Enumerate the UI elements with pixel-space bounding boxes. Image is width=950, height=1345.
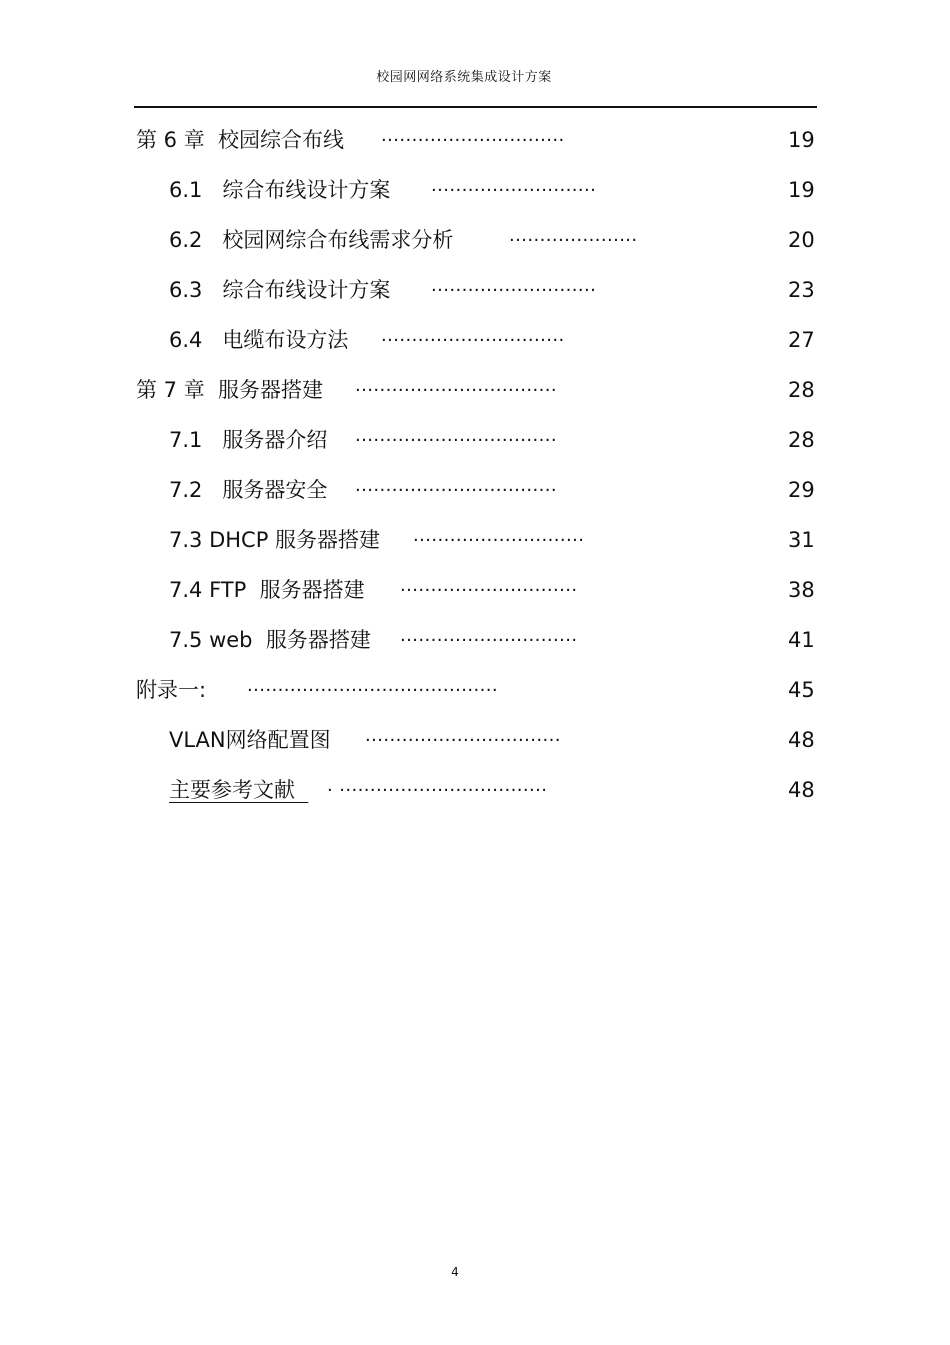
toc-page-number: 48 (788, 728, 815, 752)
toc-page-number: 20 (788, 228, 815, 252)
toc-page-number: 45 (788, 678, 815, 702)
toc-entry-label: 7.4 FTP 服务器搭建 (169, 578, 365, 602)
toc-entry-label: 6.1 综合布线设计方案 (169, 178, 391, 202)
toc-leader-dots: .............................. (381, 125, 565, 146)
toc-page-number: 41 (788, 628, 815, 652)
toc-leader-dots: ......................................... (247, 675, 498, 696)
toc-leader-dots: ................................. (355, 375, 558, 396)
toc-entry-label: 第 7 章 服务器搭建 (136, 378, 324, 402)
toc-page-number: 19 (788, 128, 815, 152)
toc-page-number: 38 (788, 578, 815, 602)
toc-entry-label: 主要参考文献 (169, 778, 309, 802)
toc-leader-dots: ..................... (509, 225, 638, 246)
toc-leader-dots: ................................ (365, 725, 561, 746)
toc-page-number: 28 (788, 428, 815, 452)
running-header-title: 校园网网络系统集成设计方案 (376, 70, 552, 85)
toc-leader-dots: ................................. (355, 475, 558, 496)
toc-entry-label: 6.2 校园网综合布线需求分析 (169, 228, 454, 252)
toc-entry-label: 第 6 章 校园综合布线 (136, 128, 345, 152)
toc-leader-dots: ........................... (431, 175, 597, 196)
toc-entry-chapter-6[interactable] (136, 118, 816, 162)
toc-entry-label: 7.2 服务器安全 (169, 478, 328, 502)
toc-entry-label: 6.4 电缆布设方法 (169, 328, 349, 352)
toc-page-number: 23 (788, 278, 815, 302)
toc-leader-dots: ............................. (400, 625, 578, 646)
toc-entry-6-1[interactable] (169, 168, 816, 212)
toc-page-number: 31 (788, 528, 815, 552)
toc-entry-label: 6.3 综合布线设计方案 (169, 278, 391, 302)
toc-page-number: 28 (788, 378, 815, 402)
toc-entry-6-4[interactable] (169, 318, 816, 362)
toc-leader-dots: ............................ (413, 525, 585, 546)
toc-entry-appendix-1[interactable] (136, 668, 816, 712)
toc-page-number: 19 (788, 178, 815, 202)
toc-leader-dots: ............................. (400, 575, 578, 596)
toc-entry-7-4[interactable] (169, 568, 816, 612)
toc-entry-7-3[interactable] (169, 518, 816, 562)
header-rule (134, 106, 817, 108)
toc-entry-6-3[interactable] (169, 268, 816, 312)
toc-page-number: 48 (788, 778, 815, 802)
toc-entry-7-2[interactable] (169, 468, 816, 512)
toc-entry-6-2[interactable] (169, 218, 816, 262)
toc-entry-references[interactable] (169, 768, 816, 812)
toc-entry-chapter-7[interactable] (136, 368, 816, 412)
page-number: 4 (451, 1265, 459, 1279)
toc-leader-dots: . .................................. (327, 775, 548, 796)
toc-leader-dots: ................................. (355, 425, 558, 446)
toc-entry-label: 7.5 web 服务器搭建 (169, 628, 371, 652)
toc-page-number: 29 (788, 478, 815, 502)
toc-entry-7-1[interactable] (169, 418, 816, 462)
toc-leader-dots: .............................. (381, 325, 565, 346)
toc-leader-dots: ........................... (431, 275, 597, 296)
toc-page-number: 27 (788, 328, 815, 352)
toc-entry-label: 附录一: (136, 678, 207, 702)
toc-entry-vlan-diagram[interactable] (169, 718, 816, 762)
toc-entry-7-5[interactable] (169, 618, 816, 662)
toc-entry-label: VLAN网络配置图 (169, 728, 331, 752)
toc-entry-label: 7.3 DHCP 服务器搭建 (169, 528, 381, 552)
toc-entry-label: 7.1 服务器介绍 (169, 428, 328, 452)
